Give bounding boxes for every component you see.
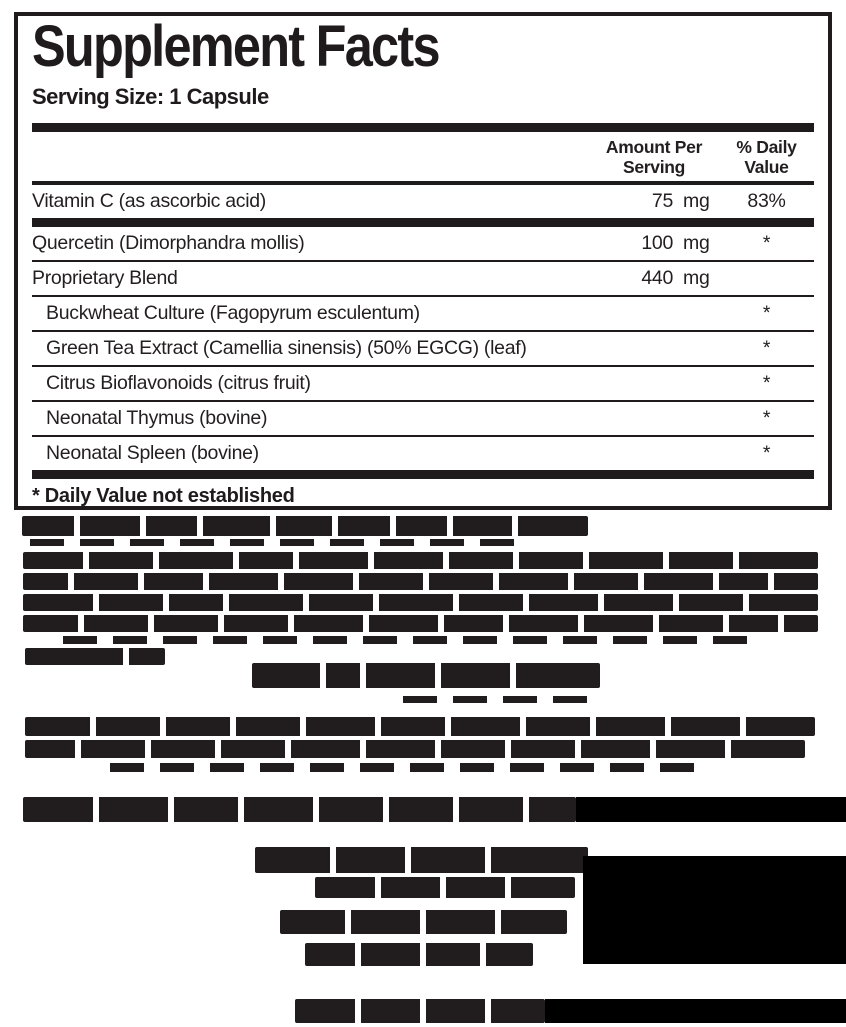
redaction-word-gap — [512, 516, 518, 536]
redaction-word-gap — [285, 740, 291, 758]
redacted-line — [545, 999, 846, 1023]
redaction-word-gap — [332, 516, 338, 536]
redaction-word-gap — [368, 552, 374, 569]
redaction-word-gap — [598, 594, 604, 611]
redaction-word-gap — [270, 516, 276, 536]
ingredient-name: Green Tea Extract (Camellia sinensis) (50% EGCG) (leaf) — [46, 337, 527, 359]
redaction-word-gap — [168, 797, 174, 822]
redacted-line — [252, 663, 600, 688]
redacted-line — [315, 877, 575, 898]
redacted-line — [305, 943, 533, 966]
redaction-word-gap — [520, 717, 526, 736]
redaction-word-gap — [83, 552, 89, 569]
redaction-word-gap — [453, 797, 459, 822]
daily-value-cell: 83% — [747, 190, 786, 212]
redaction-word-gap — [575, 740, 581, 758]
amount-value: 75 — [651, 190, 673, 212]
redaction-word-gap — [355, 999, 361, 1023]
redaction-word-gap — [420, 910, 426, 934]
redaction-word-gap — [230, 717, 236, 736]
panel-title: Supplement Facts — [32, 14, 439, 79]
redacted-line — [576, 797, 846, 822]
redacted-line — [23, 797, 576, 822]
redacted-line — [22, 516, 588, 536]
daily-value-footnote: * Daily Value not established — [32, 485, 295, 507]
redaction-word-gap — [420, 999, 426, 1023]
redaction-word-gap — [493, 573, 499, 590]
redaction-word-gap — [523, 594, 529, 611]
redacted-line — [30, 539, 518, 546]
redaction-word-gap — [447, 516, 453, 536]
redaction-word-gap — [75, 740, 81, 758]
redaction-word-gap — [485, 999, 491, 1023]
redaction-word-gap — [233, 552, 239, 569]
redaction-word-gap — [453, 594, 459, 611]
ingredient-name: Neonatal Thymus (bovine) — [46, 407, 268, 429]
redaction-word-gap — [363, 615, 369, 632]
redaction-word-gap — [713, 573, 719, 590]
dv-header-line2: Value — [744, 157, 789, 177]
redaction-word-gap — [405, 847, 411, 873]
ingredient-name: Neonatal Spleen (bovine) — [46, 442, 259, 464]
redaction-word-gap — [653, 615, 659, 632]
amount-value: 100 — [641, 232, 673, 254]
redaction-word-gap — [203, 573, 209, 590]
redaction-word-gap — [215, 740, 221, 758]
redaction-word-gap — [153, 552, 159, 569]
redacted-line — [23, 594, 818, 611]
redaction-word-gap — [725, 740, 731, 758]
redaction-word-gap — [440, 877, 446, 898]
redaction-word-gap — [300, 717, 306, 736]
redacted-line — [280, 910, 567, 934]
redacted-line — [25, 648, 165, 665]
redaction-word-gap — [435, 740, 441, 758]
redacted-line — [23, 573, 818, 590]
redaction-word-gap — [78, 615, 84, 632]
redacted-line — [255, 847, 588, 873]
redaction-word-gap — [93, 594, 99, 611]
redaction-word-gap — [665, 717, 671, 736]
redacted-line — [110, 763, 700, 772]
amount-header-line2: Serving — [622, 157, 686, 177]
redaction-word-gap — [485, 847, 491, 873]
redacted-line — [23, 552, 818, 569]
redaction-word-gap — [510, 663, 516, 688]
redaction-word-gap — [373, 594, 379, 611]
redaction-word-gap — [638, 573, 644, 590]
redaction-word-gap — [355, 943, 361, 966]
redaction-word-gap — [733, 552, 739, 569]
redaction-word-gap — [505, 740, 511, 758]
amount-unit: mg — [683, 267, 710, 289]
redacted-line — [23, 615, 818, 632]
redaction-word-gap — [74, 516, 80, 536]
redaction-word-gap — [583, 552, 589, 569]
redaction-word-gap — [303, 594, 309, 611]
redaction-word-gap — [390, 516, 396, 536]
daily-value-cell: * — [762, 407, 771, 429]
redaction-word-gap — [353, 573, 359, 590]
redaction-word-gap — [523, 797, 529, 822]
daily-value-cell: * — [762, 442, 771, 464]
redaction-word-gap — [743, 594, 749, 611]
redaction-word-gap — [238, 797, 244, 822]
redaction-word-gap — [93, 797, 99, 822]
redacted-line — [25, 740, 805, 758]
redaction-word-gap — [160, 717, 166, 736]
ingredient-name: Buckwheat Culture (Fagopyrum esculentum) — [46, 302, 420, 324]
ingredient-name: Quercetin (Dimorphandra mollis) — [32, 232, 305, 254]
redaction-word-gap — [435, 663, 441, 688]
redaction-word-gap — [778, 615, 784, 632]
redaction-word-gap — [768, 573, 774, 590]
redaction-word-gap — [278, 573, 284, 590]
redaction-word-gap — [663, 552, 669, 569]
amount-unit: mg — [683, 232, 710, 254]
redaction-word-gap — [218, 615, 224, 632]
redaction-word-gap — [578, 615, 584, 632]
redaction-word-gap — [590, 717, 596, 736]
redaction-word-gap — [495, 910, 501, 934]
dv-header-line1: % Daily — [736, 137, 797, 157]
ingredient-name: Vitamin C (as ascorbic acid) — [32, 190, 266, 212]
redaction-word-gap — [320, 663, 326, 688]
ingredient-name: Citrus Bioflavonoids (citrus fruit) — [46, 372, 311, 394]
redaction-word-gap — [480, 943, 486, 966]
redaction-word-gap — [345, 910, 351, 934]
redaction-word-gap — [330, 847, 336, 873]
daily-value-cell: * — [762, 372, 771, 394]
redaction-word-gap — [723, 615, 729, 632]
redaction-word-gap — [197, 516, 203, 536]
daily-value-cell: * — [762, 232, 771, 254]
redaction-word-gap — [740, 717, 746, 736]
redaction-word-gap — [443, 552, 449, 569]
redaction-word-gap — [90, 717, 96, 736]
redaction-word-gap — [293, 552, 299, 569]
redaction-word-gap — [68, 573, 74, 590]
redacted-line — [25, 717, 815, 736]
redaction-word-gap — [568, 573, 574, 590]
redaction-word-gap — [145, 740, 151, 758]
redaction-word-gap — [375, 717, 381, 736]
ingredient-name: Proprietary Blend — [32, 267, 178, 289]
redaction-word-gap — [123, 648, 129, 665]
redaction-word-gap — [223, 594, 229, 611]
redaction-word-gap — [420, 943, 426, 966]
amount-unit: mg — [683, 190, 710, 212]
redacted-line — [583, 856, 846, 964]
redaction-word-gap — [375, 877, 381, 898]
redaction-word-gap — [673, 594, 679, 611]
redaction-word-gap — [505, 877, 511, 898]
amount-header-line1: Amount Per — [605, 137, 703, 157]
redaction-word-gap — [138, 573, 144, 590]
redaction-word-gap — [423, 573, 429, 590]
redaction-word-gap — [288, 615, 294, 632]
redaction-word-gap — [383, 797, 389, 822]
daily-value-cell: * — [762, 337, 771, 359]
redacted-line — [295, 999, 545, 1023]
redaction-word-gap — [445, 717, 451, 736]
redaction-word-gap — [313, 797, 319, 822]
redaction-word-gap — [650, 740, 656, 758]
redaction-word-gap — [438, 615, 444, 632]
redaction-word-gap — [360, 740, 366, 758]
amount-value: 440 — [641, 267, 673, 289]
redaction-word-gap — [163, 594, 169, 611]
redacted-line — [403, 696, 590, 703]
redaction-word-gap — [148, 615, 154, 632]
redaction-word-gap — [360, 663, 366, 688]
redaction-word-gap — [503, 615, 509, 632]
serving-size: Serving Size: 1 Capsule — [32, 84, 269, 109]
redaction-word-gap — [513, 552, 519, 569]
redacted-line — [63, 636, 753, 644]
redaction-word-gap — [140, 516, 146, 536]
daily-value-cell: * — [762, 302, 771, 324]
